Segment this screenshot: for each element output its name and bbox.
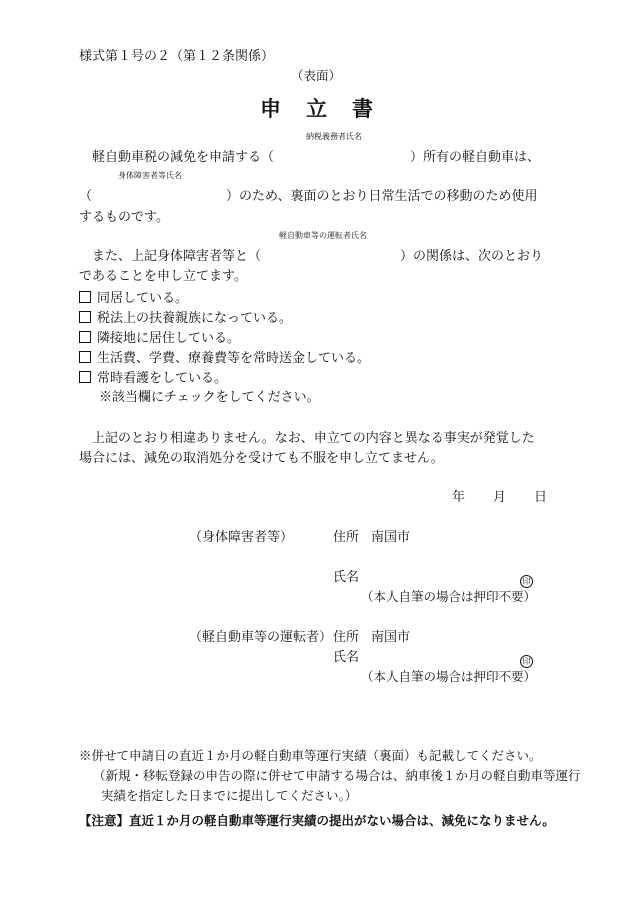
seal-icon: 印	[520, 655, 533, 668]
address-value[interactable]: 南国市	[371, 630, 411, 645]
seal-mark	[520, 651, 533, 668]
seal-icon: 印	[520, 575, 533, 588]
address-label: 住所	[333, 630, 360, 645]
checkbox[interactable]	[79, 291, 91, 303]
signer-role: （軽自動車等の運転者）	[189, 630, 333, 645]
caution-note: 【注意】直近１か月の軽自動車等運行実績の提出がない場合は、減免になりません。	[79, 813, 555, 828]
checkbox[interactable]	[79, 331, 91, 343]
checklist-item	[79, 331, 240, 345]
seal-note: （本人自筆の場合は押印不要）	[361, 669, 537, 684]
address-value[interactable]: 南国市	[371, 530, 411, 545]
name-field[interactable]	[365, 647, 513, 667]
checklist-item-label: 同居している。	[97, 291, 189, 306]
section1-line1-right: ）所有の軽自動車は、	[410, 150, 541, 165]
checklist-item-label: 常時看護をしている。	[97, 371, 228, 386]
title-char-3: 書	[352, 96, 373, 121]
checklist-item	[79, 371, 227, 385]
side-label: （表面）	[291, 68, 342, 83]
checklist-item	[79, 311, 292, 325]
section2-line2: であることを申し立てます。	[79, 269, 247, 284]
section1-line2-left: （	[79, 189, 93, 204]
title-char-2: 立	[306, 96, 327, 121]
form-number: 様式第１号の２（第１２条関係）	[79, 49, 275, 64]
declaration-line1: 上記のとおり相違ありません。なお、申立ての内容と異なる事実が発覚した	[92, 431, 535, 446]
checklist-item-label: 生活費、学費、療養費等を常時送金している。	[97, 351, 371, 366]
section1-line3: するものです。	[79, 210, 169, 225]
footer-note-1: ※併せて申請日の直近１か月の軽自動車等運行実績（裏面）も記載してください。	[79, 748, 542, 763]
seal-mark	[520, 571, 533, 588]
section1-line2-right: ）のため、裏面のとおり日常生活での移動のため使用	[226, 189, 538, 204]
footer-note-2-line1: （新規・移転登録の申告の際に併せて申請する場合は、納車後１か月の軽自動車等運行	[93, 768, 581, 783]
name-field[interactable]	[365, 567, 513, 587]
check-instruction-note: ※該当欄にチェックをしてください。	[99, 390, 320, 405]
name-label: 氏名	[333, 650, 360, 665]
section2-line1-left: また、上記身体障害者等と（	[92, 249, 262, 264]
address-label: 住所	[333, 530, 360, 545]
relationship-field[interactable]	[268, 246, 396, 266]
section1-line1-left: 軽自動車税の減免を申請する（	[92, 150, 275, 165]
disabled-person-name-label: 身体障害者等氏名	[118, 171, 182, 180]
checklist-item	[79, 291, 188, 305]
disabled-person-name-field[interactable]	[94, 186, 224, 206]
seal-note: （本人自筆の場合は押印不要）	[361, 589, 537, 604]
driver-name-label: 軽自動車等の運転者氏名	[279, 231, 367, 240]
declaration-line2: 場合には、減免の取消処分を受けても不服を申し立てません。	[79, 451, 444, 466]
date-year-label: 年	[452, 490, 466, 505]
taxpayer-name-field[interactable]	[284, 147, 406, 167]
name-label: 氏名	[333, 570, 360, 585]
checkbox[interactable]	[79, 311, 91, 323]
signer-role: （身体障害者等）	[189, 530, 294, 545]
checkbox[interactable]	[79, 351, 91, 363]
checklist-item-label: 隣接地に居住している。	[97, 331, 241, 346]
checklist-item	[79, 351, 370, 365]
date-day-label: 日	[534, 490, 548, 505]
date-month-label: 月	[493, 490, 507, 505]
checkbox[interactable]	[79, 371, 91, 383]
taxpayer-name-label: 納税義務者氏名	[306, 132, 362, 141]
footer-note-2-line2: 実績を指定した日までに提出してください。）	[101, 788, 358, 803]
section2-line1-right: ）の関係は、次のとおり	[400, 249, 544, 264]
checklist-item-label: 税法上の扶養親族になっている。	[97, 311, 293, 326]
title-char-1: 申	[260, 96, 281, 121]
